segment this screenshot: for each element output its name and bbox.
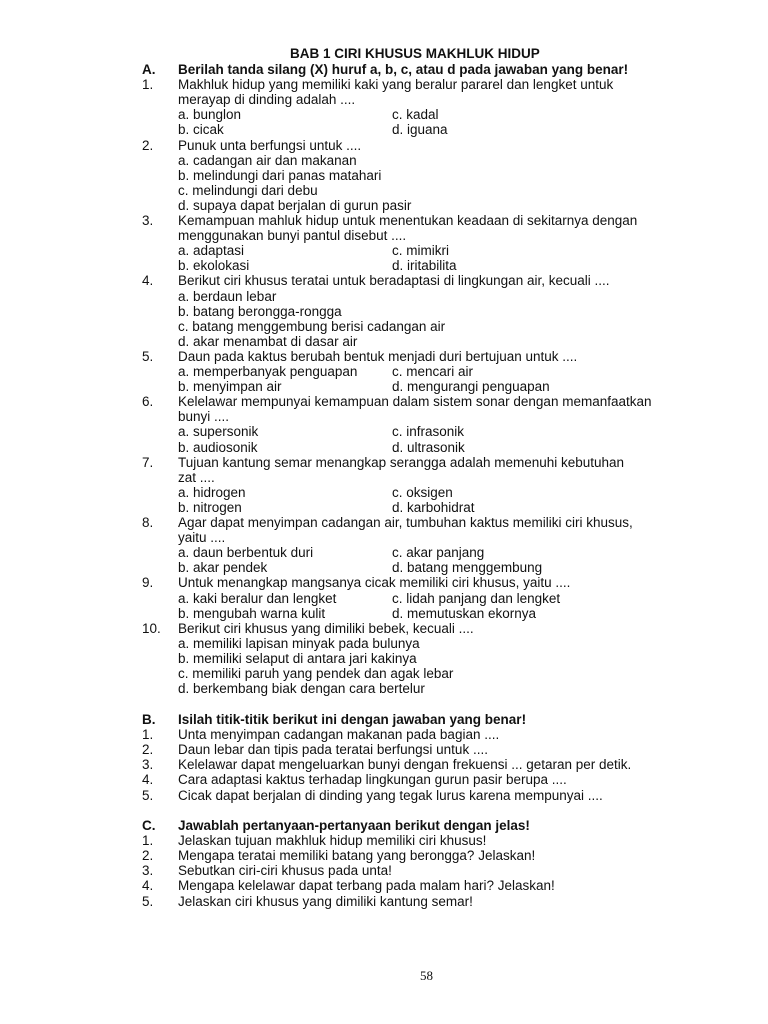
question-text: Jelaskan ciri khusus yang dimiliki kantung semar!: [178, 893, 473, 909]
question-text: zat ....: [178, 469, 215, 485]
answer-option: a. adaptasi: [178, 243, 245, 259]
answer-option: a. supersonik: [178, 424, 259, 440]
answer-option: b. nitrogen: [178, 499, 242, 515]
answer-option: d. memutuskan ekornya: [392, 605, 537, 621]
question-text: Berikut ciri khusus teratai untuk beradaptasi di lingkungan air, kecuali ....: [178, 273, 610, 289]
answer-option: d. batang menggembung: [392, 560, 543, 576]
answer-option: a. cadangan air dan makanan: [178, 152, 357, 168]
question-text: Kemampuan mahluk hidup untuk menentukan keadaan di sekitarnya dengan: [178, 213, 638, 228]
question-number: 4.: [142, 273, 154, 289]
section-b-instruction: Isilah titik-titik berikut ini dengan jawaban yang benar!: [178, 712, 527, 727]
question-number: 1.: [142, 727, 154, 743]
question-number: 5.: [142, 348, 154, 364]
question-text: Jelaskan tujuan makhluk hidup memiliki ciri khusus!: [178, 833, 487, 849]
answer-option: a. hidrogen: [178, 484, 246, 500]
answer-option: d. supaya dapat berjalan di gurun pasir: [178, 197, 412, 213]
question-number: 2.: [142, 848, 154, 864]
section-a-instruction: Berilah tanda silang (X) huruf a, b, c, atau d pada jawaban yang benar!: [178, 62, 629, 77]
question-number: 4.: [142, 772, 154, 788]
question-text: merayap di dinding adalah ....: [178, 92, 356, 108]
answer-option: b. mengubah warna kulit: [178, 605, 326, 621]
answer-option: b. akar pendek: [178, 560, 268, 576]
question-text: bunyi ....: [178, 409, 230, 425]
question-text: Cara adaptasi kaktus terhadap lingkungan gurun pasir berupa ....: [178, 772, 567, 788]
question-text: Unta menyimpan cadangan makanan pada bagian ....: [178, 727, 500, 743]
answer-option: c. oksigen: [392, 484, 453, 500]
question-number: 3.: [142, 863, 154, 879]
answer-option: d. akar menambat di dasar air: [178, 333, 358, 349]
question-text: Untuk menangkap mangsanya cicak memiliki ciri khusus, yaitu ....: [178, 575, 571, 591]
question-number: 1.: [142, 833, 154, 849]
answer-option: d. iritabilita: [392, 258, 457, 274]
question-number: 2.: [142, 742, 154, 758]
question-text: Cicak dapat berjalan di dinding yang tegak lurus karena mempunyai ....: [178, 787, 603, 803]
answer-option: a. daun berbentuk duri: [178, 545, 314, 561]
question-text: Mengapa kelelawar dapat terbang pada malam hari? Jelaskan!: [178, 878, 555, 894]
answer-option: d. ultrasonik: [392, 439, 465, 455]
question-number: 5.: [142, 893, 154, 909]
answer-option: a. kaki beralur dan lengket: [178, 590, 337, 606]
answer-option: c. memiliki paruh yang pendek dan agak lebar: [178, 666, 454, 681]
question-text: Sebutkan ciri-ciri khusus pada unta!: [178, 863, 392, 879]
answer-option: b. memiliki selaput di antara jari kakinya: [178, 650, 417, 666]
page-number: 58: [420, 968, 433, 983]
question-text: Kelelawar mempunyai kemampuan dalam sistem sonar dengan memanfaatkan: [178, 394, 652, 410]
answer-option: b. melindungi dari panas matahari: [178, 167, 382, 183]
question-text: Mengapa teratai memiliki batang yang berongga? Jelaskan!: [178, 848, 536, 864]
answer-option: d. iguana: [392, 122, 448, 138]
answer-option: b. batang berongga-rongga: [178, 303, 342, 319]
answer-option: b. ekolokasi: [178, 258, 250, 274]
question-text: menggunakan bunyi pantul disebut ....: [178, 228, 407, 244]
answer-option: d. karbohidrat: [392, 499, 475, 515]
answer-option: d. mengurangi penguapan: [392, 379, 550, 395]
question-number: 2.: [142, 137, 154, 153]
answer-option: a. bunglon: [178, 107, 242, 123]
answer-option: c. infrasonik: [392, 424, 465, 440]
section-c-letter: C.: [142, 818, 156, 833]
question-text: Tujuan kantung semar menangkap serangga adalah memenuhi kebutuhan: [178, 454, 625, 470]
question-number: 3.: [142, 757, 154, 773]
answer-option: b. audiosonik: [178, 439, 258, 455]
answer-option: c. lidah panjang dan lengket: [392, 590, 561, 606]
answer-option: c. mimikri: [392, 243, 449, 259]
question-number: 3.: [142, 213, 154, 228]
answer-option: b. menyimpan air: [178, 379, 282, 395]
question-text: Makhluk hidup yang memiliki kaki yang beralur pararel dan lengket untuk: [178, 77, 614, 93]
question-number: 6.: [142, 394, 154, 410]
question-text: Daun lebar dan tipis pada teratai berfungsi untuk ....: [178, 742, 488, 758]
answer-option: c. batang menggembung berisi cadangan air: [178, 318, 446, 334]
section-a-letter: A.: [142, 62, 156, 77]
answer-option: c. mencari air: [392, 364, 474, 379]
answer-option: a. memperbanyak penguapan: [178, 364, 358, 379]
question-text: Berikut ciri khusus yang dimiliki bebek, kecuali ....: [178, 620, 474, 636]
question-number: 1.: [142, 77, 154, 93]
answer-option: c. melindungi dari debu: [178, 182, 318, 198]
question-text: yaitu ....: [178, 530, 226, 546]
answer-option: a. memiliki lapisan minyak pada bulunya: [178, 635, 420, 651]
answer-option: c. kadal: [392, 107, 439, 123]
question-number: 7.: [142, 454, 154, 470]
question-text: Agar dapat menyimpan cadangan air, tumbuhan kaktus memiliki ciri khusus,: [178, 515, 633, 530]
answer-option: b. cicak: [178, 122, 224, 138]
question-text: Kelelawar dapat mengeluarkan bunyi dengan frekuensi ... getaran per detik.: [178, 757, 632, 773]
question-text: Daun pada kaktus berubah bentuk menjadi duri bertujuan untuk ....: [178, 348, 578, 364]
page-title: BAB 1 CIRI KHUSUS MAKHLUK HIDUP: [290, 46, 540, 61]
answer-option: c. akar panjang: [392, 545, 485, 561]
question-number: 4.: [142, 878, 154, 894]
section-c-instruction: Jawablah pertanyaan-pertanyaan berikut dengan jelas!: [178, 818, 530, 833]
question-text: Punuk unta berfungsi untuk ....: [178, 137, 362, 153]
section-b-letter: B.: [142, 712, 156, 727]
question-number: 10.: [142, 620, 161, 636]
answer-option: d. berkembang biak dengan cara bertelur: [178, 681, 425, 697]
question-number: 5.: [142, 787, 154, 803]
question-number: 8.: [142, 515, 154, 530]
answer-option: a. berdaun lebar: [178, 288, 277, 304]
question-number: 9.: [142, 575, 154, 591]
